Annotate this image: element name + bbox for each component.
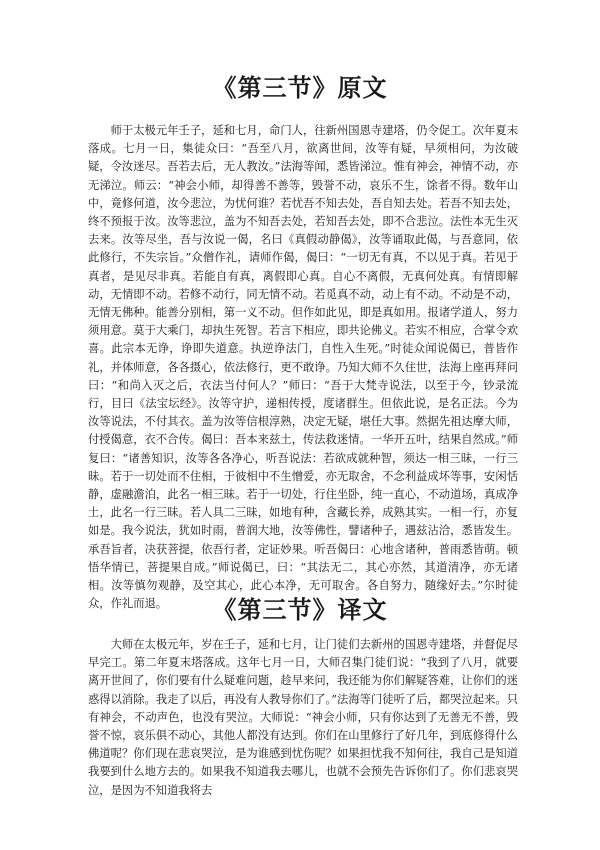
section-title-translation: 《第三节》译文: [212, 595, 388, 624]
original-text-paragraph: 师于太极元年壬子，延和七月，命门人，往新州国恩寺建塔，仍令促工。次年夏末落成。七月一日，集徒众曰：“吾至八月，欲离世间，汝等有疑，早须相问，为汝破疑，令汝迷尽。吾若去后，无人教汝。”法海等闻，悉皆涕泣。惟有神会，神情不动，亦无涕泣。师云：“神会小师，却得善不善等，毁誉不动，哀乐不生，馀者不得。数年山中，竟修何道，汝今悲泣，为忧何谁？若忧吾不知去处，吾自知去处。若吾不知去处，终不预报于汝。汝等悲泣，盖为不知吾去处，若知吾去处，即不合悲泣。法性本无生灭去来。汝等尽坐，吾与汝说一偈，名曰《真假动静偈》，汝等诵取此偈，与吾意同，依此修行，不失宗旨。”众僧作礼，请师作偈，偈曰：“一切无有真，不以见于真。若见于真者，是见尽非真。若能自有真，离假即心真。自心不离假，无真何处真。有情即解动，无情即不动。若修不动行，同无情不动。若觅真不动，动上有不动。不动是不动，无情无佛种。能善分别相，第一义不动。但作如此见，即是真如用。报诸学道人，努力须用意。莫于大乘门，却执生死智。若言下相应，即共论佛义。若实不相应，合掌令欢喜。此宗本无诤，诤即失道意。执逆诤法门，自性入生死。”时徒众闻说偈已，普皆作礼，并体师意，各各摄心，依法修行，更不敢诤。乃知大师不久住世，法海上座再拜问曰：“和尚入灭之后，衣法当付何人？”师曰：“吾于大梵寺说法，以至于今，钞录流行，目曰《法宝坛经》。汝等守护，递相传授，度诸群生。但依此说，是名正法。今为汝等说法，不付其衣。盖为汝等信根淳熟，决定无疑，堪任大事。然据先祖达摩大师，付授偈意，衣不合传。偈曰：吾本来兹土，传法救迷情。一华开五叶，结果自然成。”师复曰：“诸善知识，汝等各各净心，听吾说法：若欲成就种智，须达一相三昧，一行三昧。若于一切处而不住相，于彼相中不生憎爱，亦无取舍，不念利益成坏等事，安闲恬静，虚融澹泊，此名一相三昧。若于一切处，行住坐卧，纯一直心，不动道场，真成净土，此名一行三昧。若人具二三昧，如地有种，含藏长养，成熟其实。一相一行，亦复如是。我今说法，犹如时雨，普润大地，汝等佛性，譬诸种子，遇兹沾洽，悉皆发生。承吾旨者，决获菩提，依吾行者，定证妙果。听吾偈曰：心地含诸种，普雨悉皆萌。顿悟华情已，菩提果自成。”师说偈已，曰：“其法无二，其心亦然，其道清净，亦无诸相。汝等慎勿观静，及空其心，此心本净，无可取舍。各自努力，随缘好去。”尔时徒众，作礼而退。: [88, 124, 518, 611]
translation-text-paragraph: 大师在太极元年，岁在壬子，延和七月，让门徒们去新州的国恩寺建塔，并督促尽早完工。第二年夏末塔落成。这年七月一日，大师召集门徒们说：“我到了八月，就要离开世间了，你们要有什么疑难问题，趁早来问，我还能为你们解疑答难，让你们的迷惑得以消除。我走了以后，再没有人教导你们了。”法海等门徒听了后，都哭泣起来。只有神会，不动声色，也没有哭泣。大师说：“神会小师，只有你达到了无善无不善，毁誉不惊，哀乐俱不动心，其他人都没有达到。你们在山里修行了好几年，到底修得什么佛道呢？你们现在悲哀哭泣，是为谁感到忧伤呢？如果担忧我不知何往，我自己是知道我要到什么地方去的。如果我不知道我去哪儿，也就不会预先告诉你们了。你们悲哀哭泣，是因为不知道我将去: [88, 638, 518, 797]
section-title-original: 《第三节》原文: [212, 73, 388, 102]
